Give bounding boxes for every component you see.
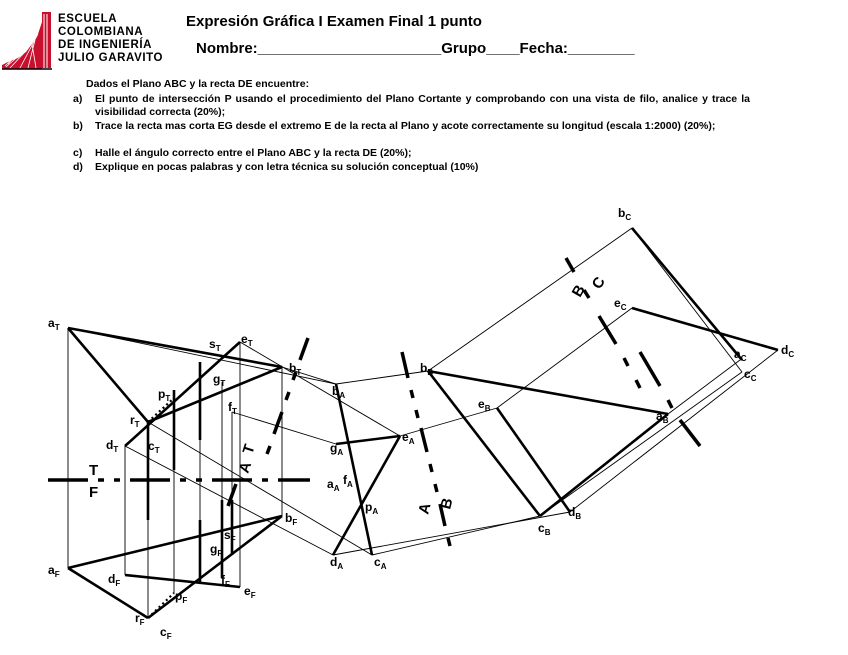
point-label: $b_B$: [420, 361, 434, 377]
hidden-lines: [148, 398, 174, 618]
point-label: $d_A$: [330, 555, 344, 571]
fold-line-ab: [402, 352, 450, 546]
fold-label: A: [415, 501, 435, 516]
point-label: $a_A$: [327, 477, 340, 493]
instruction-marker: a): [73, 93, 83, 105]
point-label: $c_F$: [160, 625, 172, 641]
point-label: $a_C$: [734, 347, 747, 363]
point-label: $s_F$: [224, 528, 236, 544]
point-label: $p_A$: [365, 500, 379, 516]
point-label: $e_A$: [402, 430, 415, 446]
point-label: $c_B$: [538, 521, 551, 537]
point-label: $a_F$: [48, 563, 60, 579]
point-label: $c_A$: [374, 555, 387, 571]
point-label: $g_F$: [210, 542, 223, 558]
instruction-text: Trace la recta mas corta EG desde el extremo E de la recta al Plano y acote correctamente su longitud (escala 1:2000) (20%);: [95, 120, 716, 132]
point-label: $r_T$: [130, 413, 140, 429]
point-label: $d_T$: [106, 438, 119, 454]
point-label: $f_F$: [221, 573, 230, 589]
instruction-text: El punto de intersección P usando el procedimiento del Plano Cortante y comprobando con una vista de filo, analice y trace la visibilidad correcta (20%);: [95, 93, 750, 118]
point-label: $r_F$: [135, 611, 145, 627]
point-label: $s_T$: [209, 337, 221, 353]
fold-label: B: [437, 496, 457, 511]
fold-label: B: [568, 282, 589, 300]
point-label: $b_C$: [618, 206, 632, 222]
point-label: $a_B$: [656, 409, 669, 425]
school-name-line-3: DE INGENIERÍA: [58, 39, 153, 51]
point-label: $e_T$: [241, 332, 253, 348]
fold-label: F: [89, 484, 99, 501]
point-label: $d_F$: [108, 572, 121, 588]
point-label: $e_B$: [478, 397, 491, 413]
instruction-marker: d): [73, 161, 83, 173]
point-label: $b_T$: [289, 361, 302, 377]
exam-title: Expresión Gráfica I Examen Final 1 punto: [186, 13, 482, 30]
point-label: $g_A$: [330, 441, 344, 457]
fold-label: C: [588, 274, 609, 292]
point-label: $d_C$: [781, 343, 795, 359]
school-name-line-1: ESCUELA: [58, 13, 118, 25]
instruction-text: Explique en pocas palabras y con letra técnica su solución conceptual (10%): [95, 161, 479, 173]
instructions-intro: Dados el Plano ABC y la recta DE encuentre:: [86, 78, 310, 90]
fold-label: T: [239, 442, 259, 457]
point-label: $p_F$: [175, 589, 188, 605]
point-label: $e_C$: [614, 296, 627, 312]
instruction-marker: c): [73, 147, 83, 159]
point-label: $g_T$: [213, 372, 226, 388]
point-label: $p_T$: [158, 387, 171, 403]
point-label: $f_A$: [343, 473, 353, 489]
student-info-line: Nombre:______________________Grupo____Fecha:________: [196, 40, 635, 57]
school-name-line-4: JULIO GARAVITO: [58, 52, 164, 64]
instruction-marker: b): [73, 120, 83, 132]
point-label: $e_F$: [244, 584, 256, 600]
instruction-text: Halle el ángulo correcto entre el Plano ABC y la recta DE (20%);: [95, 147, 412, 159]
fold-label: A: [235, 459, 256, 476]
object-lines: [68, 228, 778, 618]
fold-label: T: [89, 462, 99, 479]
point-label: $b_A$: [332, 384, 346, 400]
point-label: $f_T$: [228, 400, 237, 416]
school-name-line-2: COLOMBIANA: [58, 26, 144, 38]
point-label: $c_T$: [148, 439, 160, 455]
point-label: $b_F$: [285, 511, 298, 527]
point-label: $d_B$: [568, 505, 582, 521]
point-label: $c_C$: [744, 367, 757, 383]
point-label: $a_T$: [48, 316, 60, 332]
